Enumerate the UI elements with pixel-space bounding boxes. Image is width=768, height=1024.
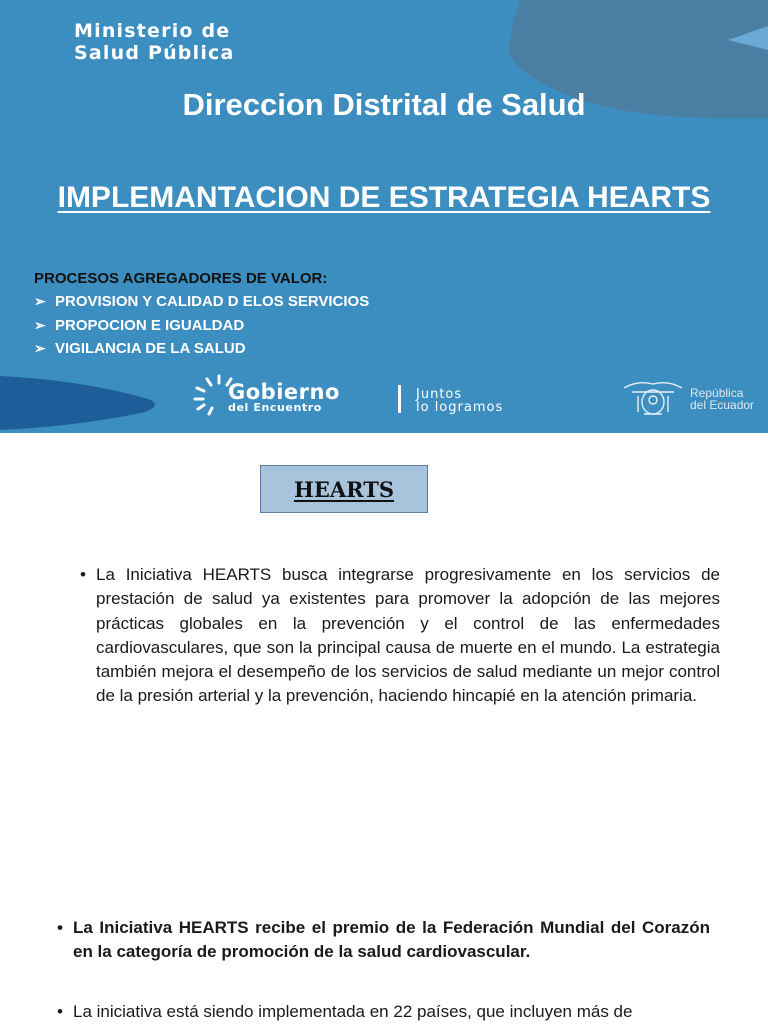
paragraph-hearts-award <box>57 916 710 965</box>
ministry-logo-text <box>74 20 235 64</box>
paragraph-text: La Iniciativa HEARTS busca integrarse progresivamente en los servicios de prestación de salud ya existentes para promover la adopción de las mejores prácticas globales en la prevención y el control de las enfermedades cardiovasculares, que son la principal causa de muerte en el mundo. La estrategia también mejora el desempeño de los servicios de salud mediante un mejor control de la presión arterial y la prevención, haciendo hincapié en la atención primaria. <box>96 565 720 706</box>
procesos-item-label: VIGILANCIA DE LA SALUD <box>55 340 246 357</box>
bullet-marker: • <box>80 565 86 584</box>
juntos-slogan <box>416 388 503 414</box>
bullet-marker: • <box>57 1002 63 1021</box>
arrow-bullet-icon: ➢ <box>34 340 46 356</box>
banner-title: IMPLEMANTACION DE ESTRATEGIA HEARTS <box>57 181 711 214</box>
paragraph-hearts-description <box>80 563 720 709</box>
republica-logo-text <box>690 387 754 411</box>
procesos-item <box>34 290 369 314</box>
bullet-marker: • <box>57 918 63 937</box>
ecuador-coat-of-arms-icon <box>618 378 688 418</box>
juntos-line-1: Juntos <box>416 387 463 402</box>
republica-line-1: República <box>690 386 744 400</box>
procesos-heading: PROCESOS AGREGADORES DE VALOR: <box>34 270 328 287</box>
paragraph-text: La iniciativa está siendo implementada en 22 países, que incluyen más de <box>73 1002 633 1021</box>
paragraph-hearts-countries <box>57 1000 710 1024</box>
republica-line-2: del Ecuador <box>690 398 755 412</box>
header-banner <box>0 0 768 433</box>
gobierno-line-1: Gobierno <box>228 380 340 404</box>
paragraph-text: La Iniciativa HEARTS recibe el premio de la Federación Mundial del Corazón en la categoría de promoción de la salud cardiovascular. <box>73 918 710 962</box>
logo-divider <box>398 385 401 413</box>
arrow-bullet-icon: ➢ <box>34 293 46 309</box>
procesos-item <box>34 337 369 361</box>
procesos-list <box>34 290 369 361</box>
gobierno-logo-text <box>228 382 340 414</box>
procesos-item-label: PROVISION Y CALIDAD D ELOS SERVICIOS <box>55 293 370 310</box>
juntos-line-2: lo logramos <box>416 400 504 415</box>
banner-subtitle: Direccion Distrital de Salud <box>182 87 586 122</box>
hearts-heading: HEARTS <box>293 476 395 502</box>
procesos-item <box>34 314 369 338</box>
ministry-line-1: Ministerio de <box>74 20 231 42</box>
procesos-item-label: PROPOCION E IGUALDAD <box>55 316 245 334</box>
arrow-bullet-icon: ➢ <box>34 316 46 333</box>
hearts-heading-box <box>260 465 428 513</box>
gobierno-line-2: del Encuentro <box>228 401 322 414</box>
ministry-line-2: Salud Pública <box>74 42 235 64</box>
